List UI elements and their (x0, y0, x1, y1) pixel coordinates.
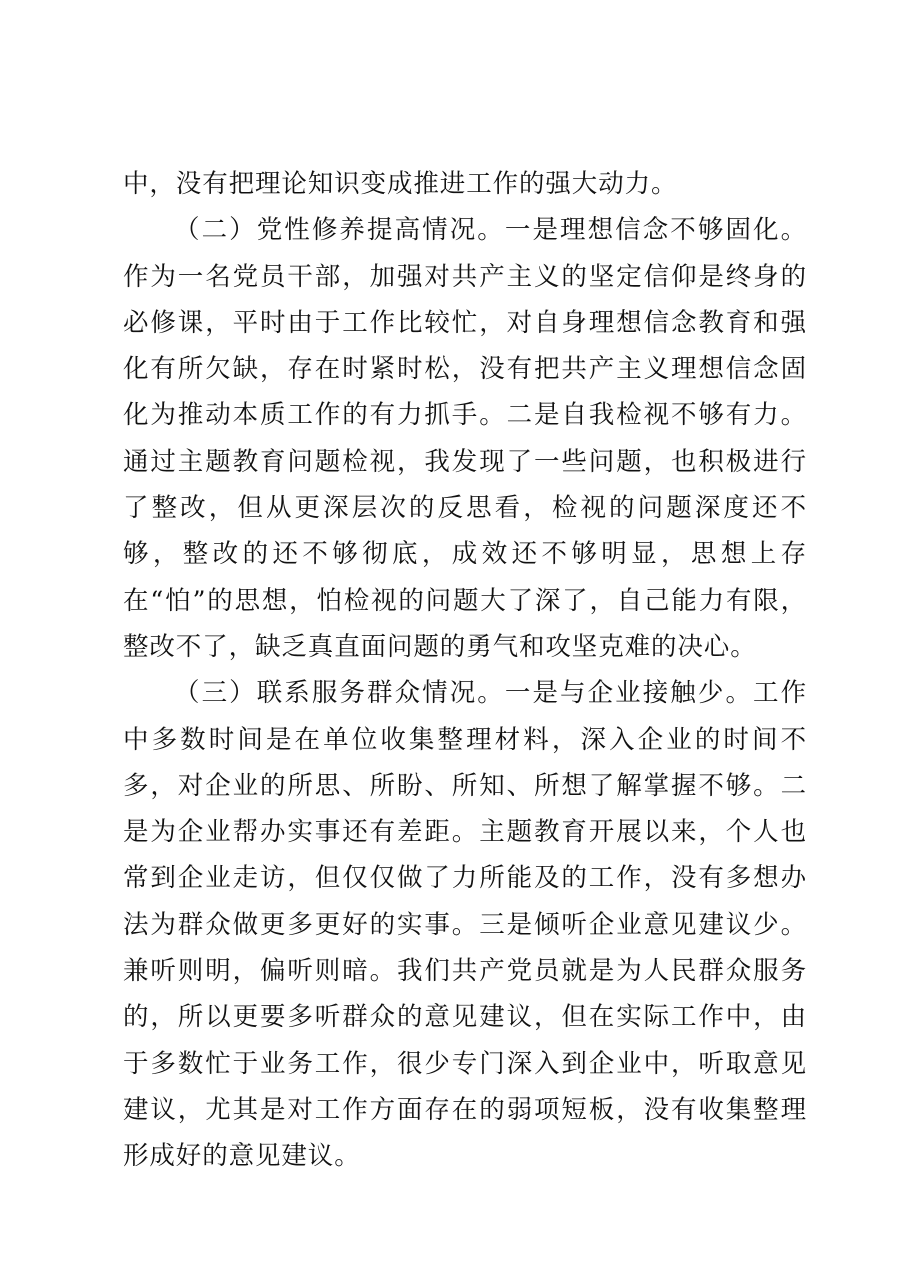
document-body (123, 161, 807, 1180)
paragraph-continuation: 中，没有把理论知识变成推进工作的强大动力。 (123, 169, 678, 199)
paragraph-serving-masses: （三）联系服务群众情况。一是与企业接触少。工作中多数时间是在单位收集整理材料，深入企业的时间不多，对企业的所思、所盼、所知、所想了解掌握不够。二是为企业帮办实事还有差距。主题教育开展以来，个人也常到企业走访，但仅仅做了力所能及的工作，没有多想办法为群众做更多更好的实事。三是倾听企业意见建议少。兼听则明，偏听则暗。我们共产党员就是为人民群众服务的，所以更要多听群众的意见建议，但在实际工作中，由于多数忙于业务工作，很少专门深入到企业中，听取意见建议，尤其是对工作方面存在的弱项短板，没有收集整理形成好的意见建议。 (123, 678, 807, 1172)
paragraph-party-spirit: （二）党性修养提高情况。一是理想信念不够固化。作为一名党员干部，加强对共产主义的坚定信仰是终身的必修课，平时由于工作比较忙，对自身理想信念教育和强化有所欠缺，存在时紧时松，没有把共产主义理想信念固化为推动本质工作的有力抓手。二是自我检视不够有力。通过主题教育问题检视，我发现了一些问题，也积极进行了整改，但从更深层次的反思看，检视的问题深度还不够，整改的还不够彻底，成效还不够明显，思想上存在“怕”的思想，怕检视的问题大了深了，自己能力有限，整改不了，缺乏真直面问题的勇气和攻坚克难的决心。 (123, 215, 807, 662)
